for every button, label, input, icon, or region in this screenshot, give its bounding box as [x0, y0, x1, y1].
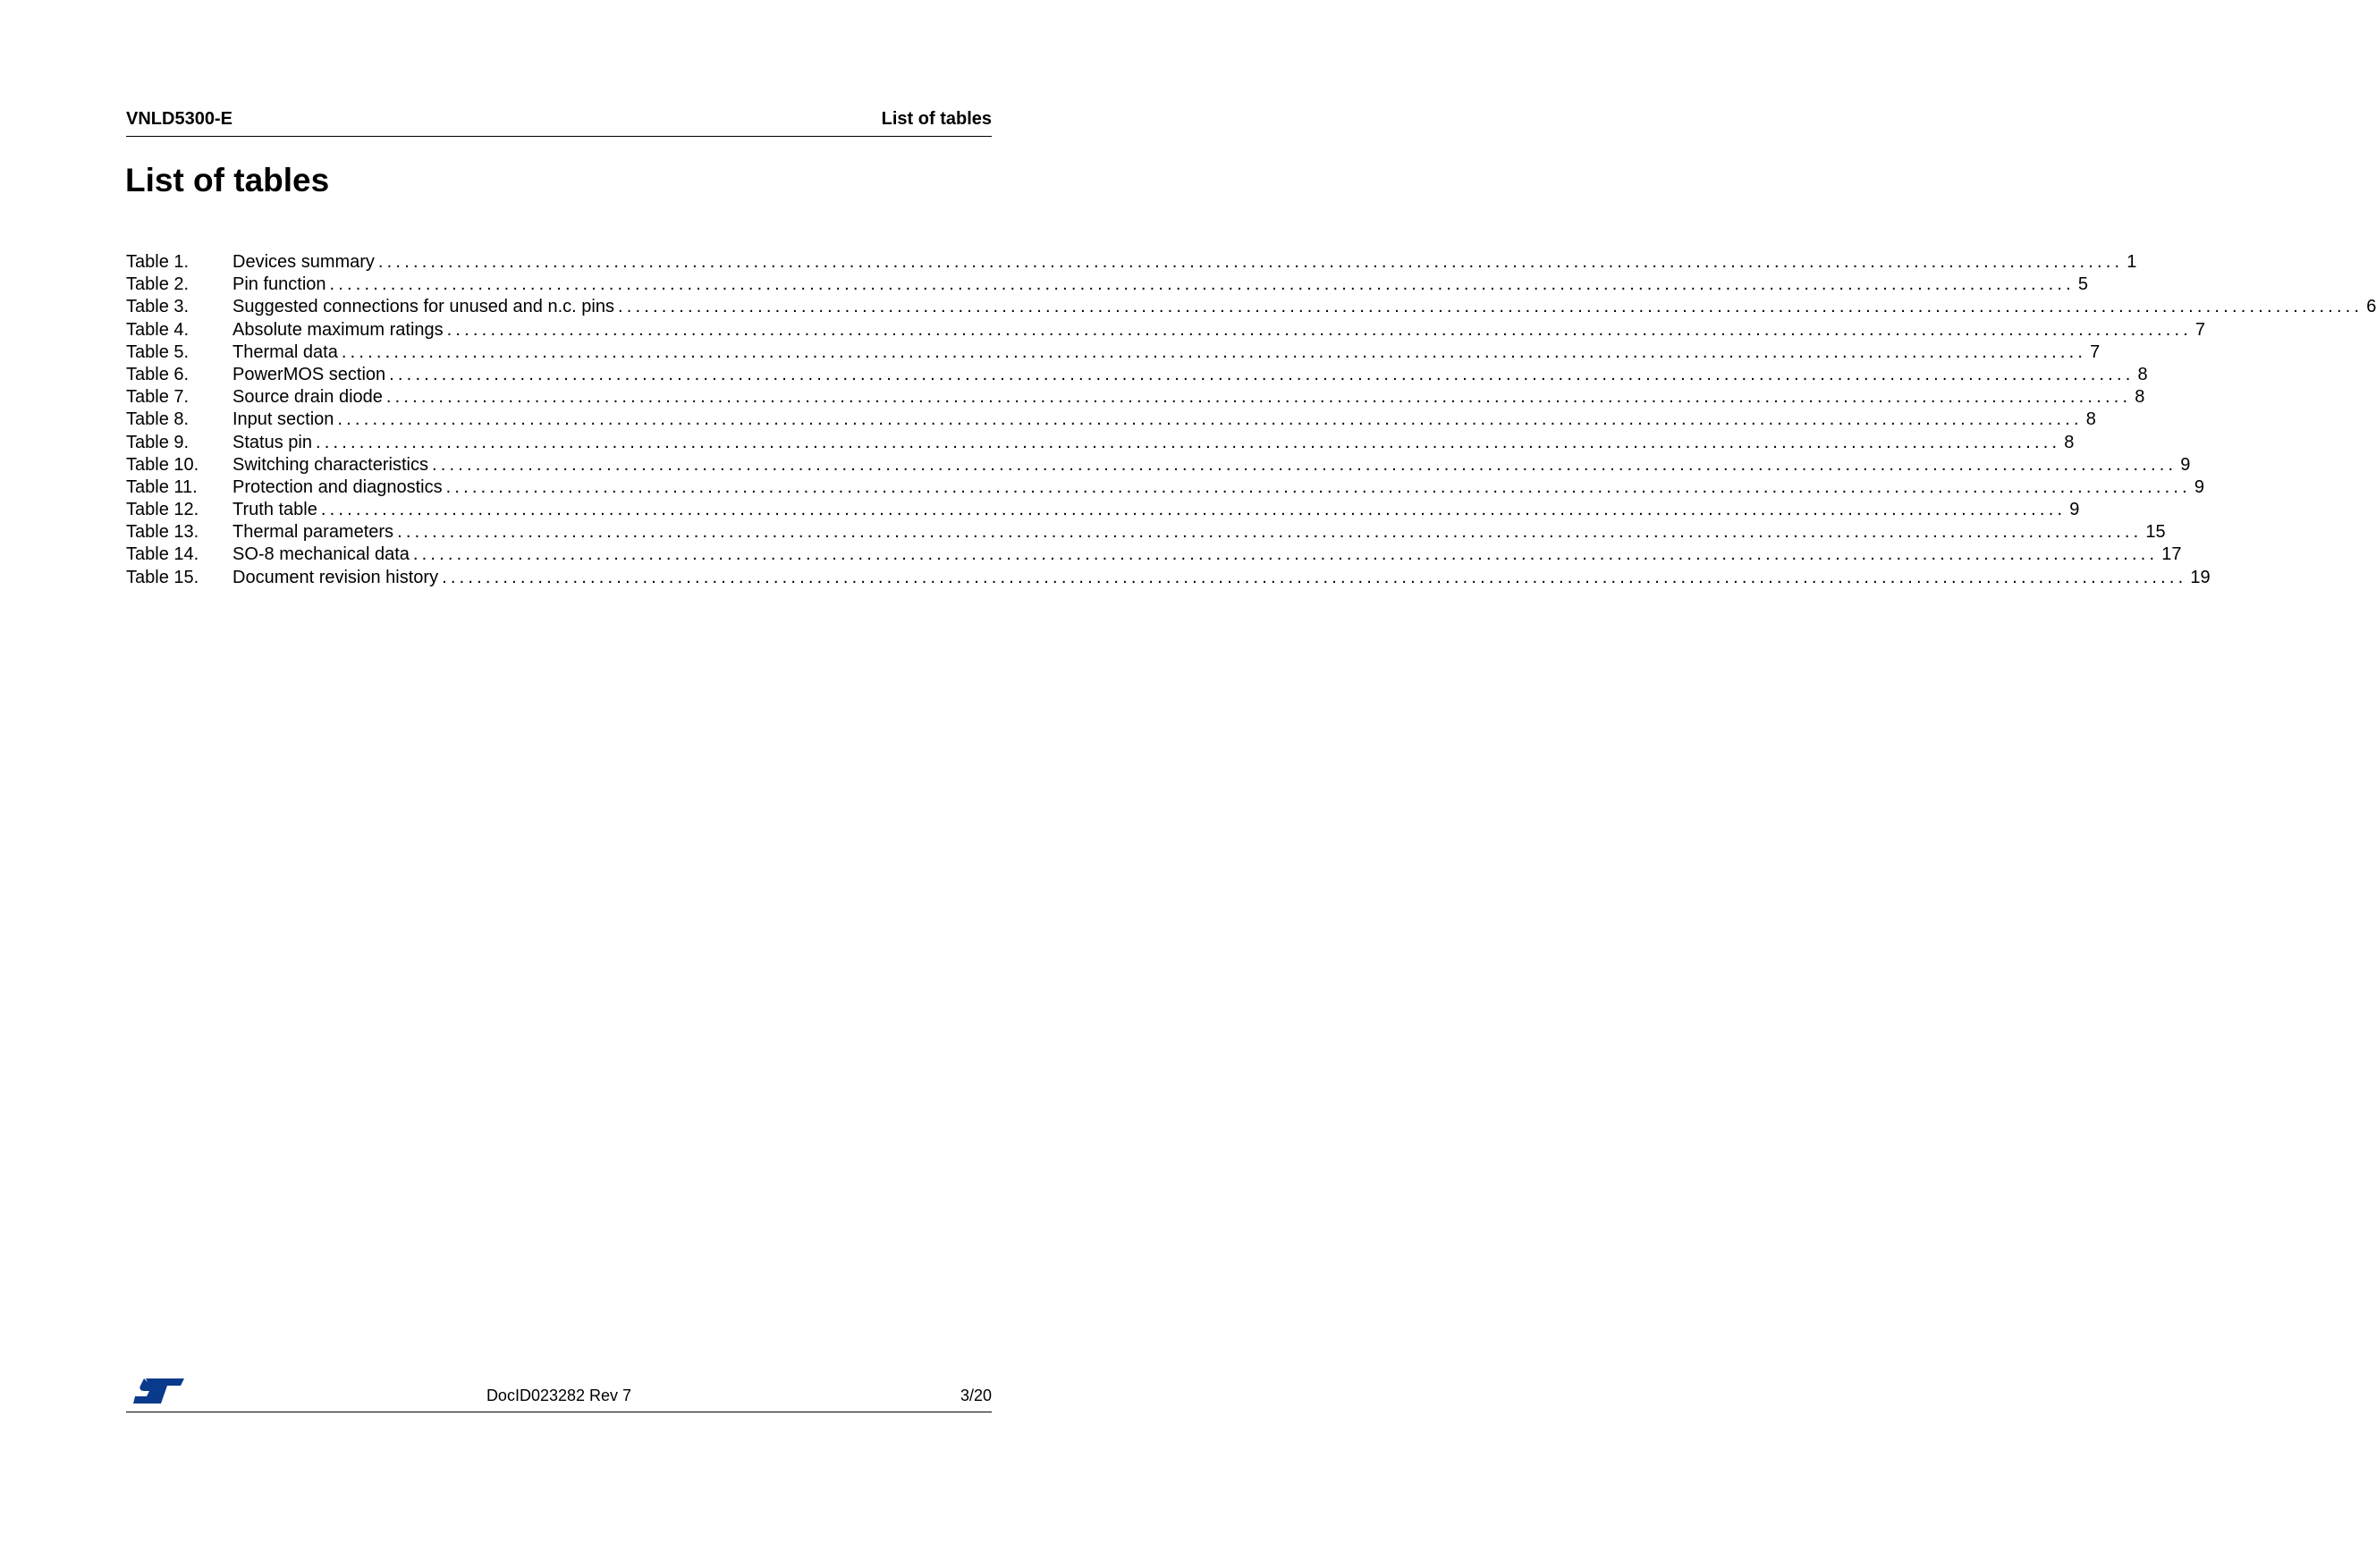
toc-entry-number: Table 8.	[126, 409, 190, 430]
toc-entry-table-7[interactable]	[126, 386, 2145, 409]
toc-entry-page: 8	[2085, 409, 2096, 430]
toc-entry-number: Table 14.	[126, 544, 199, 565]
toc-entry-title: Suggested connections for unused and n.c. pins	[233, 297, 614, 317]
toc-entry-page: 9	[2069, 500, 2080, 520]
toc-entry-table-14[interactable]	[126, 544, 2182, 566]
header-document-name: VNLD5300-E	[126, 109, 233, 129]
footer-page-number: 3/20	[960, 1387, 992, 1404]
toc-entry-table-3[interactable]	[126, 296, 2376, 318]
toc-entry-number: Table 6.	[126, 364, 190, 384]
toc-entry-title: Input section	[233, 409, 334, 430]
toc-entry-table-5[interactable]	[126, 341, 2101, 364]
toc-entry-page: 15	[2145, 522, 2166, 543]
toc-entry-table-1[interactable]	[126, 251, 2137, 274]
toc-entry-page: 1	[2127, 252, 2137, 272]
toc-entry-leader-dots: ........................................................................................................................................................................................................	[397, 522, 2143, 543]
toc-entry-page: 8	[2064, 432, 2075, 452]
toc-entry-leader-dots: ........................................................................................................................................................................................................	[377, 252, 2124, 272]
toc-entry-number: Table 11.	[126, 476, 198, 497]
list-of-tables	[126, 251, 2376, 589]
toc-entry-title: Switching characteristics	[233, 454, 428, 475]
toc-entry-title: Absolute maximum ratings	[233, 319, 444, 340]
toc-entry-number: Table 4.	[126, 319, 190, 340]
toc-entry-page: 17	[2161, 544, 2182, 565]
toc-entry-leader-dots: ........................................................................................................................................................................................................	[446, 319, 2192, 340]
toc-entry-table-13[interactable]	[126, 521, 2166, 544]
toc-entry-title: Truth table	[233, 500, 317, 520]
toc-entry-page: 9	[2194, 476, 2205, 497]
toc-entry-leader-dots: ........................................................................................................................................................................................................	[337, 409, 2083, 430]
toc-entry-title: Protection and diagnostics	[233, 476, 443, 497]
toc-entry-number: Table 9.	[126, 432, 190, 452]
page-footer	[126, 1377, 992, 1412]
toc-entry-page: 5	[2077, 274, 2088, 295]
toc-entry-page: 8	[2135, 387, 2145, 408]
toc-entry-table-8[interactable]	[126, 409, 2096, 431]
toc-entry-page: 19	[2190, 567, 2211, 587]
toc-entry-leader-dots: ........................................................................................................................................................................................................	[431, 454, 2177, 475]
toc-entry-number: Table 5.	[126, 341, 190, 362]
footer-document-id: DocID023282 Rev 7	[486, 1387, 632, 1404]
toc-entry-title: Thermal parameters	[233, 522, 394, 543]
toc-entry-page: 7	[2090, 341, 2101, 362]
toc-entry-number: Table 15.	[126, 567, 199, 587]
toc-entry-leader-dots: ........................................................................................................................................................................................................	[389, 364, 2135, 384]
toc-entry-table-11[interactable]	[126, 476, 2205, 499]
toc-entry-table-9[interactable]	[126, 432, 2075, 454]
toc-entry-title: Source drain diode	[233, 387, 383, 408]
toc-entry-leader-dots: ........................................................................................................................................................................................................	[315, 432, 2061, 452]
toc-entry-page: 6	[2366, 297, 2376, 317]
toc-entry-title: Devices summary	[233, 252, 375, 272]
toc-entry-leader-dots: ........................................................................................................................................................................................................	[385, 387, 2132, 408]
toc-entry-table-12[interactable]	[126, 499, 2080, 521]
toc-entry-number: Table 13.	[126, 522, 199, 543]
toc-entry-table-15[interactable]	[126, 567, 2211, 589]
toc-entry-number: Table 12.	[126, 500, 199, 520]
toc-entry-title: Pin function	[233, 274, 326, 295]
toc-entry-table-2[interactable]	[126, 274, 2088, 296]
toc-entry-table-4[interactable]	[126, 319, 2206, 341]
toc-entry-leader-dots: ........................................................................................................................................................................................................	[341, 341, 2087, 362]
toc-entry-number: Table 7.	[126, 387, 190, 408]
toc-entry-table-10[interactable]	[126, 454, 2191, 476]
toc-entry-leader-dots: ........................................................................................................................................................................................................	[329, 274, 2075, 295]
page-header	[126, 108, 992, 137]
toc-entry-leader-dots: ........................................................................................................................................................................................................	[442, 567, 2187, 587]
toc-entry-title: PowerMOS section	[233, 364, 386, 384]
toc-entry-number: Table 3.	[126, 297, 190, 317]
toc-entry-title: Document revision history	[233, 567, 439, 587]
header-section-name: List of tables	[881, 109, 992, 129]
toc-entry-leader-dots: ........................................................................................................................................................................................................	[617, 297, 2363, 317]
toc-entry-number: Table 10.	[126, 454, 199, 475]
page-title: List of tables	[125, 162, 330, 198]
toc-entry-leader-dots: ........................................................................................................................................................................................................	[445, 476, 2191, 497]
toc-entry-title: Thermal data	[233, 341, 338, 362]
toc-entry-table-6[interactable]	[126, 364, 2148, 386]
toc-entry-page: 8	[2137, 364, 2148, 384]
toc-entry-page: 7	[2194, 319, 2206, 340]
toc-entry-leader-dots: ........................................................................................................................................................................................................	[320, 500, 2067, 520]
toc-entry-title: Status pin	[233, 432, 312, 452]
toc-entry-page: 9	[2180, 454, 2191, 475]
toc-entry-title: SO-8 mechanical data	[233, 544, 410, 565]
toc-entry-leader-dots: ........................................................................................................................................................................................................	[412, 544, 2159, 565]
toc-entry-number: Table 2.	[126, 274, 190, 295]
toc-entry-number: Table 1.	[126, 252, 190, 272]
